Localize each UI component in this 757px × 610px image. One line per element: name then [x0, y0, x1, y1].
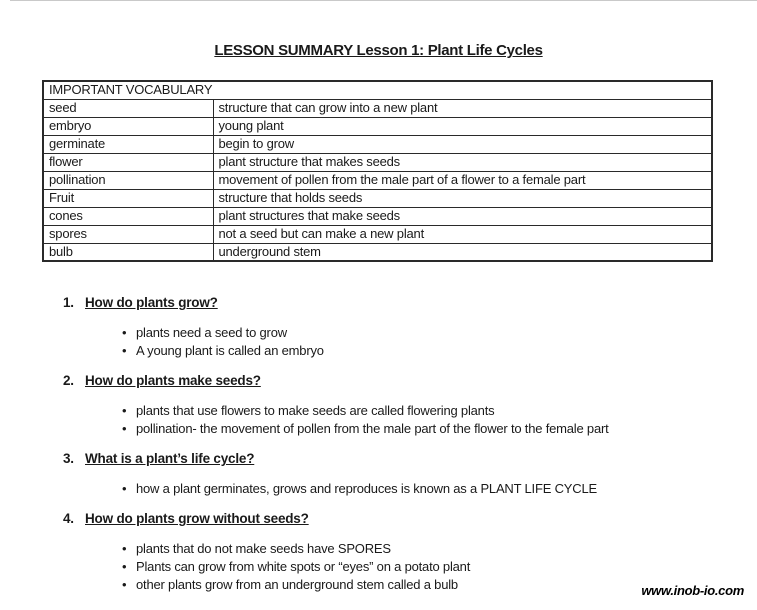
- bullet-item: [63, 342, 757, 360]
- bullet-list: [63, 324, 757, 360]
- bullet-text: pollination- the movement of pollen from the male part of the flower to the female part: [136, 421, 609, 436]
- vocab-definition: plant structures that make seeds: [213, 207, 712, 225]
- vocab-term: seed: [43, 99, 213, 117]
- table-row: [43, 207, 712, 225]
- vocab-definition: structure that can grow into a new plant: [213, 99, 712, 117]
- question-number: 2.: [63, 373, 74, 388]
- bullet-icon: •: [122, 421, 127, 436]
- vocab-definition: plant structure that makes seeds: [213, 153, 712, 171]
- vocab-term: embryo: [43, 117, 213, 135]
- table-row: [43, 225, 712, 243]
- vocab-term: cones: [43, 207, 213, 225]
- watermark: www.inob-io.com: [641, 583, 744, 598]
- bullet-item: [63, 540, 757, 558]
- table-row: [43, 117, 712, 135]
- vocab-term: flower: [43, 153, 213, 171]
- vocab-definition: young plant: [213, 117, 712, 135]
- vocab-definition: begin to grow: [213, 135, 712, 153]
- vocab-term: spores: [43, 225, 213, 243]
- vocabulary-table: [42, 80, 713, 262]
- vocab-term: Fruit: [43, 189, 213, 207]
- bullet-icon: •: [122, 343, 127, 358]
- bullet-icon: •: [122, 559, 127, 574]
- bullet-text: plants need a seed to grow: [136, 325, 287, 340]
- question-item-2: [63, 372, 757, 438]
- bullet-icon: •: [122, 481, 127, 496]
- question-number: 4.: [63, 511, 74, 526]
- bullet-text: plants that do not make seeds have SPORES: [136, 541, 391, 556]
- table-row: [43, 135, 712, 153]
- bullet-icon: •: [122, 577, 127, 592]
- bullet-icon: •: [122, 325, 127, 340]
- bullet-text: A young plant is called an embryo: [136, 343, 324, 358]
- bullet-text: how a plant germinates, grows and reproduces is known as a PLANT LIFE CYCLE: [136, 481, 597, 496]
- bullet-item: [63, 402, 757, 420]
- vocab-term: pollination: [43, 171, 213, 189]
- vocab-definition: underground stem: [213, 243, 712, 261]
- question-item-4: [63, 510, 757, 594]
- question-heading: 3. What is a plant’s life cycle?: [63, 451, 255, 466]
- bullet-text: other plants grow from an underground stem called a bulb: [136, 577, 458, 592]
- bullet-list: [63, 402, 757, 438]
- question-heading: 1. How do plants grow?: [63, 295, 218, 310]
- question-heading: 2. How do plants make seeds?: [63, 373, 261, 388]
- vocab-header-row: [43, 81, 712, 99]
- table-row: [43, 189, 712, 207]
- bullet-item: [63, 480, 757, 498]
- table-row: [43, 243, 712, 261]
- bullet-item: [63, 324, 757, 342]
- table-row: [43, 99, 712, 117]
- vocab-definition: movement of pollen from the male part of a flower to a female part: [213, 171, 712, 189]
- page-title: [0, 0, 757, 59]
- bullet-icon: •: [122, 403, 127, 418]
- bullet-text: Plants can grow from white spots or “eyes” on a potato plant: [136, 559, 471, 574]
- bullet-list: [63, 480, 757, 498]
- bullet-text: plants that use flowers to make seeds are called flowering plants: [136, 403, 495, 418]
- table-row: [43, 171, 712, 189]
- question-number: 1.: [63, 295, 74, 310]
- vocab-definition: structure that holds seeds: [213, 189, 712, 207]
- question-number: 3.: [63, 451, 74, 466]
- vocab-term: germinate: [43, 135, 213, 153]
- question-item-3: [63, 450, 757, 498]
- page-title-text: LESSON SUMMARY Lesson 1: Plant Life Cycles: [214, 42, 543, 59]
- bullet-item: [63, 558, 757, 576]
- vocab-definition: not a seed but can make a new plant: [213, 225, 712, 243]
- question-heading: 4. How do plants grow without seeds?: [63, 511, 309, 526]
- bullet-item: [63, 420, 757, 438]
- bullet-icon: •: [122, 541, 127, 556]
- questions-section: [63, 294, 757, 594]
- question-item-1: [63, 294, 757, 360]
- scan-edge-line: [10, 0, 757, 1]
- table-row: [43, 153, 712, 171]
- vocab-term: bulb: [43, 243, 213, 261]
- vocab-table-header: IMPORTANT VOCABULARY: [43, 81, 712, 99]
